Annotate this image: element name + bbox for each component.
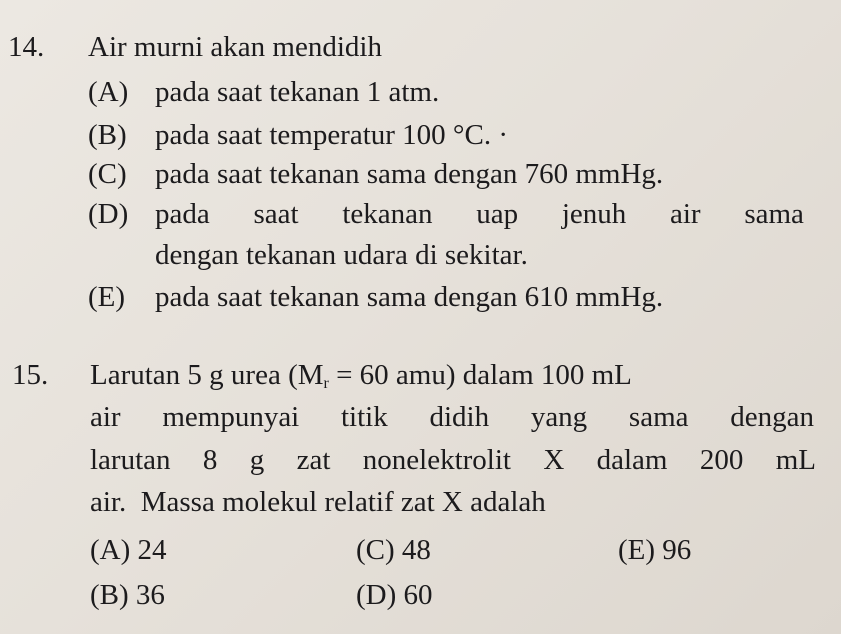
question-stem-line: air. Massa molekul relatif zat X adalah: [90, 486, 546, 518]
answer-value: 60: [403, 579, 433, 611]
option-text: pada saat temperatur 100 °C. ·: [155, 119, 509, 151]
question-number: 15.: [12, 359, 49, 391]
answer-label: (C): [356, 534, 395, 566]
word: titik: [340, 401, 388, 433]
answer-choice: [90, 578, 165, 612]
word: jenuh: [561, 198, 627, 230]
word: uap: [476, 198, 519, 230]
word: zat: [296, 444, 331, 476]
word: nonelektrolit: [362, 444, 511, 476]
answer-choice: [618, 533, 691, 567]
answer-choice: [356, 578, 433, 612]
answer-label: (E): [618, 534, 656, 566]
subscript: r: [323, 374, 329, 392]
option-label: (C): [88, 158, 127, 190]
option-text: pada saat tekanan 1 atm.: [155, 76, 440, 108]
option-text: pada saat tekanan sama dengan 760 mmHg.: [155, 158, 664, 190]
word: larutan: [90, 444, 171, 476]
stem-part: Larutan 5 g urea (M: [90, 359, 324, 391]
answer-value: 36: [135, 579, 165, 611]
answer-value: 24: [137, 534, 167, 566]
word: g: [249, 444, 265, 476]
answer-label: (B): [90, 579, 129, 611]
word: yang: [530, 401, 588, 433]
answer-value: 48: [401, 534, 431, 566]
word: pada: [155, 198, 210, 230]
option-label: (D): [88, 198, 129, 230]
word: saat: [253, 198, 299, 230]
word: air: [90, 401, 121, 433]
question-stem-line: [90, 358, 632, 401]
option-text: [155, 197, 804, 231]
answer-label: (D): [356, 579, 397, 611]
word: didih: [429, 401, 490, 433]
stem-part: = 60 amu) dalam 100 mL: [328, 359, 632, 391]
word: tekanan: [342, 198, 433, 230]
word: sama: [744, 198, 804, 230]
word: 8: [202, 444, 218, 476]
option-label: (E): [88, 281, 126, 313]
option-text-continued: dengan tekanan udara di sekitar.: [155, 239, 528, 271]
option-label: (A): [88, 76, 129, 108]
question-number: 14.: [8, 31, 45, 63]
option-label: (B): [88, 119, 127, 151]
question-stem-line: [90, 400, 814, 434]
word: dalam: [596, 444, 668, 476]
question-stem: Air murni akan mendidih: [88, 31, 382, 63]
word: 200: [699, 444, 744, 476]
word: X: [543, 444, 565, 476]
option-text: pada saat tekanan sama dengan 610 mmHg.: [155, 281, 664, 313]
answer-label: (A): [90, 534, 131, 566]
word: mL: [775, 444, 816, 476]
word: mempunyai: [162, 401, 300, 433]
answer-choice: [356, 533, 431, 567]
word: air: [670, 198, 701, 230]
question-stem-line: [90, 443, 816, 477]
word: sama: [628, 401, 689, 433]
answer-choice: [90, 533, 167, 567]
answer-value: 96: [662, 534, 692, 566]
word: dengan: [730, 401, 814, 433]
